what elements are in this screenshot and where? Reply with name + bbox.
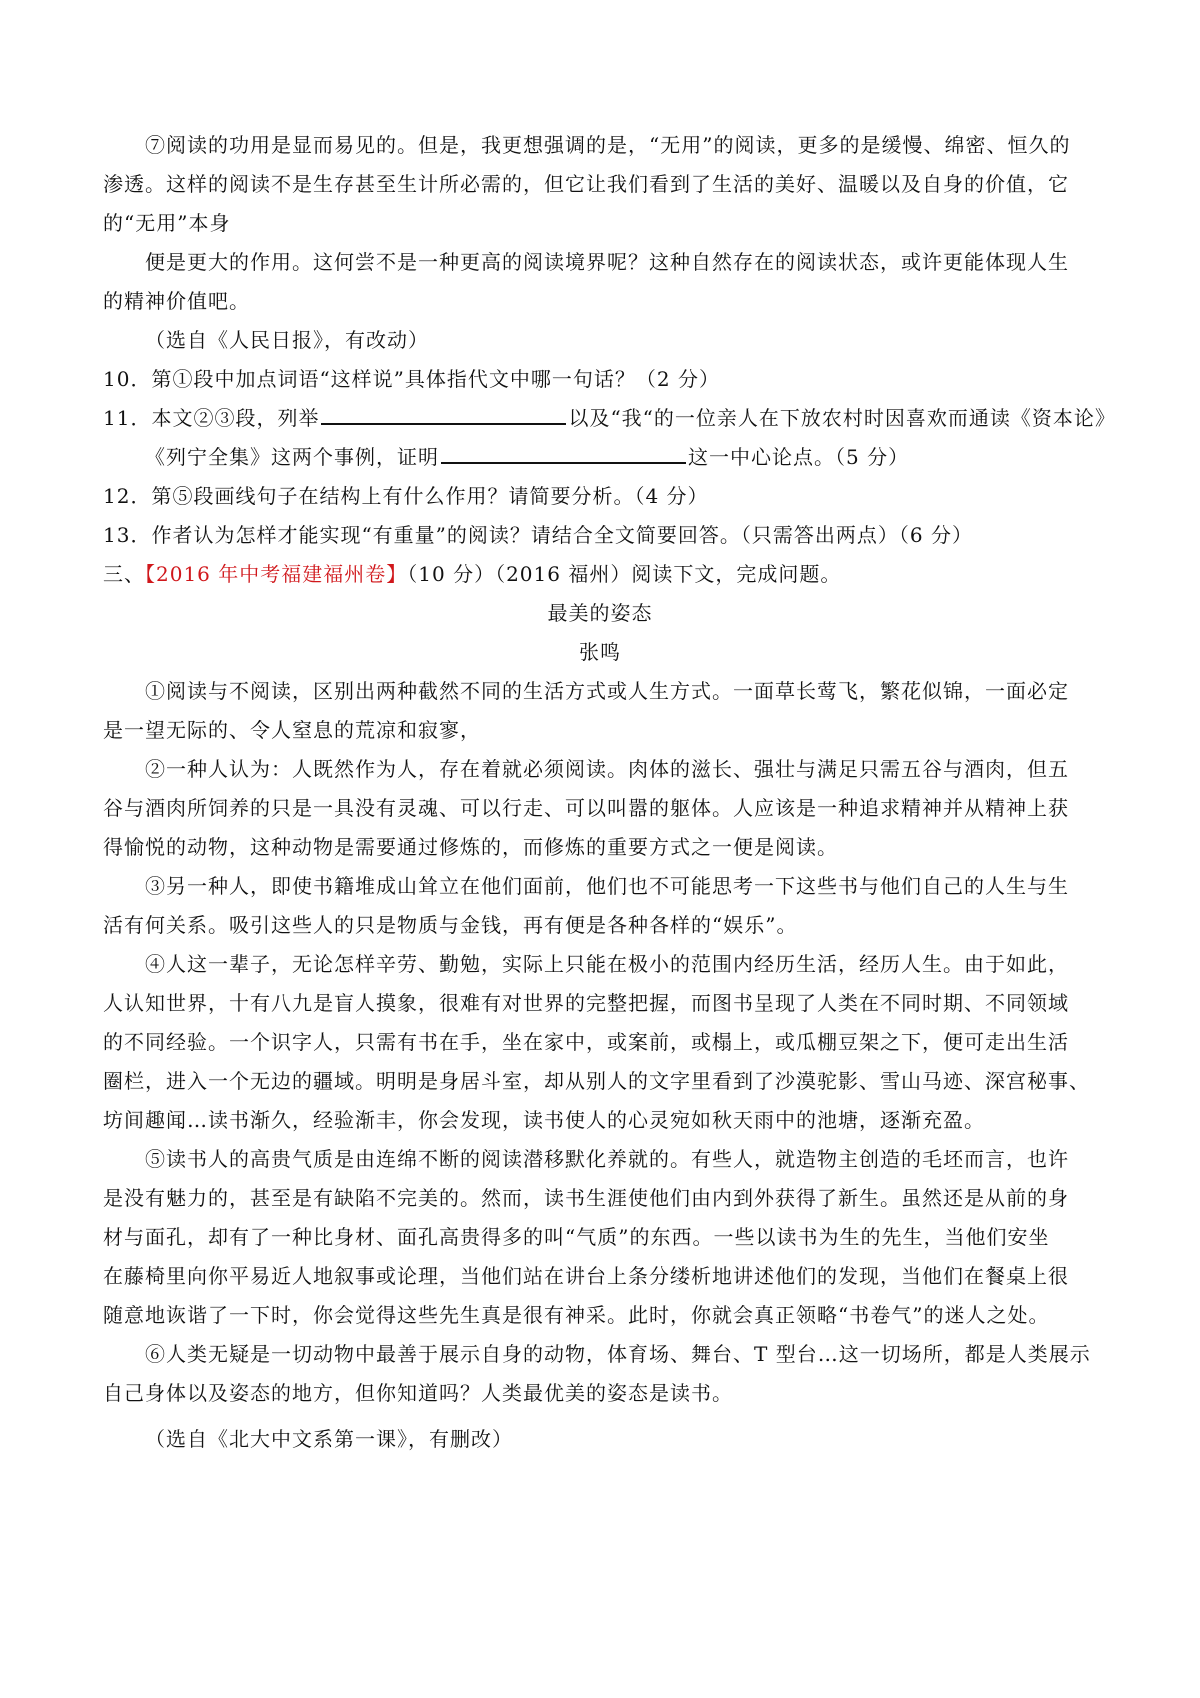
article-2-line: 材与面孔，却有了一种比身材、面孔高贵得多的叫“气质”的东西。一些以读书为生的先生，当他们安坐: [103, 1225, 1050, 1249]
article-2-line: 得愉悦的动物，这种动物是需要通过修炼的，而修炼的重要方式之一便是阅读。: [103, 835, 838, 859]
section-3-source-tag: 【2016 年中考福建福州卷】: [145, 562, 408, 586]
question-12: 12．第⑤段画线句子在结构上有什么作用？请简要分析。（4 分）: [103, 484, 709, 508]
article-2-line: ②一种人认为：人既然作为人，存在着就必须阅读。肉体的滋长、强壮与满足只需五谷与酒肉，但五: [145, 757, 1069, 781]
section-3-instruction: （10 分）（2016 福州）阅读下文，完成问题。: [407, 562, 842, 586]
article-2-line: 在藤椅里向你平易近人地叙事或论理，当他们站在讲台上条分缕析地讲述他们的发现，当他们在餐桌上很: [103, 1264, 1069, 1288]
article-1-source: （选自《人民日报》，有改动）: [145, 328, 429, 352]
article-2-line: 是没有魅力的，甚至是有缺陷不完美的。然而，读书生涯使他们由内到外获得了新生。虽然还是从前的身: [103, 1186, 1069, 1210]
article-2-line: 人认知世界，十有八九是盲人摸象，很难有对世界的完整把握，而图书呈现了人类在不同时期、不同领域: [103, 991, 1069, 1015]
question-11-part-b: 以及“我“的一位亲人在下放农村时因喜欢而通读《资本论》: [568, 406, 1116, 430]
paragraph-7-line-1: ⑦阅读的功用是显而易见的。但是，我更想强调的是，“无用”的阅读，更多的是缓慢、绵密、恒久的: [145, 133, 1071, 157]
article-2-line: 谷与酒肉所饲养的只是一具没有灵魂、可以行走、可以叫嚣的躯体。人应该是一种追求精神并从精神上获: [103, 796, 1069, 820]
article-2-line: 坊间趣闻…读书渐久，经验渐丰，你会发现，读书使人的心灵宛如秋天雨中的池塘，逐渐充盈。: [103, 1108, 985, 1132]
article-2-line: ⑥人类无疑是一切动物中最善于展示自身的动物，体育场、舞台、T 型台…这一切场所，都是人类展示: [145, 1342, 1091, 1366]
question-10: 10．第①段中加点词语“这样说”具体指代文中哪一句话？（2 分）: [103, 367, 720, 391]
article-2-source: （选自《北大中文系第一课》，有删改）: [145, 1427, 513, 1451]
article-2-line: ④人这一辈子，无论怎样辛劳、勤勉，实际上只能在极小的范围内经历生活，经历人生。由于如此，: [145, 952, 1069, 976]
question-13: 13．作者认为怎样才能实现“有重量”的阅读？请结合全文简要回答。（只需答出两点）（6 分）: [103, 523, 973, 547]
section-3-header: [103, 561, 841, 587]
question-11-part-c: 《列宁全集》这两个事例，证明: [145, 445, 439, 469]
article-2-author: 张鸣: [579, 640, 621, 664]
article-2-title: 最美的姿态: [547, 601, 653, 625]
article-2-line: 随意地诙谐了一下时，你会觉得这些先生真是很有神采。此时，你就会真正领略“书卷气”的迷人之处。: [103, 1303, 1050, 1327]
article-2-line: ⑤读书人的高贵气质是由连绵不断的阅读潜移默化养就的。有些人，就造物主创造的毛坯而言，也许: [145, 1147, 1069, 1171]
article-2-line: 自己身体以及姿态的地方，但你知道吗？人类最优美的姿态是读书。: [103, 1381, 733, 1405]
article-2-line: 是一望无际的、令人窒息的荒凉和寂寥，: [103, 718, 481, 742]
question-11-line-1: [103, 405, 1116, 431]
answer-blank-1[interactable]: [321, 405, 566, 425]
article-2-line: 的不同经验。一个识字人，只需有书在手，坐在家中，或案前，或榻上，或瓜棚豆架之下，便可走出生活: [103, 1030, 1069, 1054]
article-2-line: ③另一种人，即使书籍堆成山耸立在他们面前，他们也不可能思考一下这些书与他们自己的人生与生: [145, 874, 1069, 898]
paragraph-7-line-4: 便是更大的作用。这何尝不是一种更高的阅读境界呢？这种自然存在的阅读状态，或许更能体现人生: [145, 250, 1069, 274]
paragraph-7-line-5: 的精神价值吧。: [103, 289, 250, 313]
paragraph-7-line-3: 的“无用”本身: [103, 211, 231, 235]
answer-blank-2[interactable]: [441, 444, 686, 464]
question-11-part-a: 11．本文②③段，列举: [103, 406, 320, 430]
article-2-line: ①阅读与不阅读，区别出两种截然不同的生活方式或人生方式。一面草长莺飞，繁花似锦，一面必定: [145, 679, 1069, 703]
article-2-line: 圈栏，进入一个无边的疆域。明明是身居斗室，却从别人的文字里看到了沙漠驼影、雪山马迹、深宫秘事、: [103, 1069, 1090, 1093]
paragraph-7-line-2: 渗透。这样的阅读不是生存甚至生计所必需的，但它让我们看到了生活的美好、温暖以及自身的价值，它: [103, 172, 1069, 196]
section-3-prefix: 三、: [103, 562, 145, 586]
question-11-line-2: [145, 444, 909, 470]
article-2-line: 活有何关系。吸引这些人的只是物质与金钱，再有便是各种各样的“娱乐”。: [103, 913, 798, 937]
question-11-part-d: 这一中心论点。（5 分）: [688, 445, 910, 469]
